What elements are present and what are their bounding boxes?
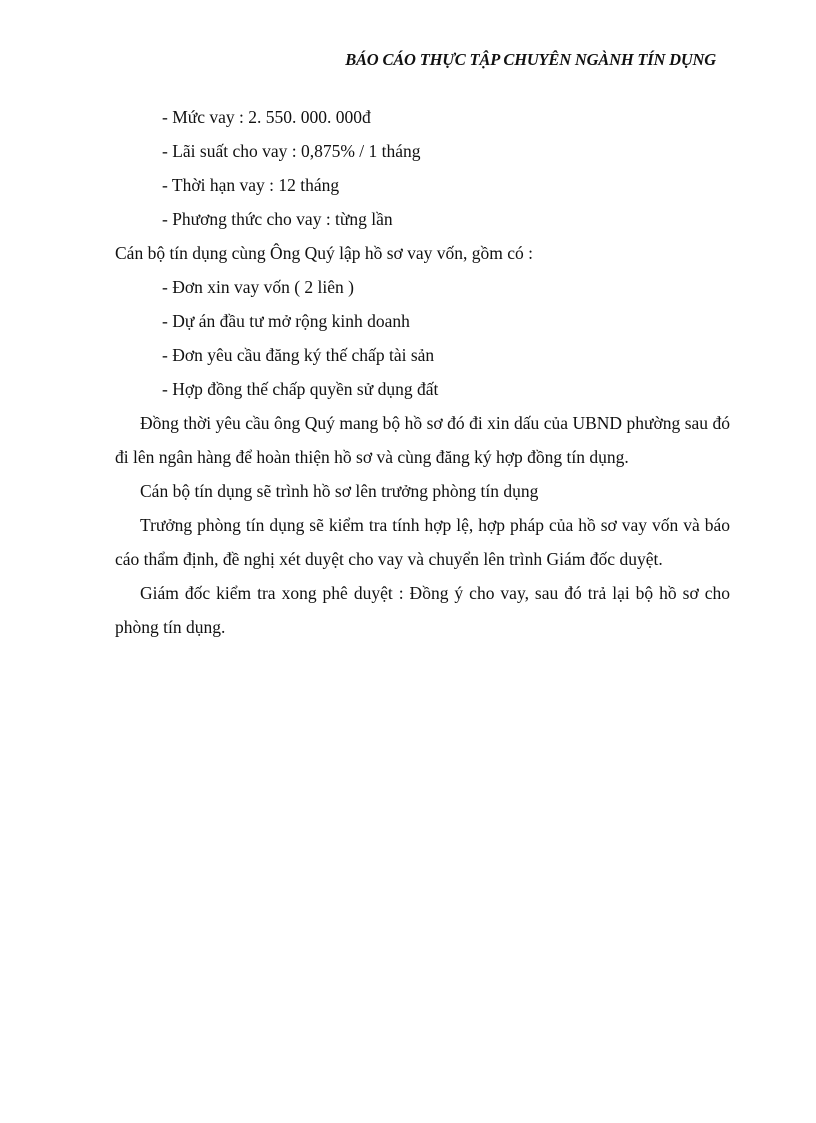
dossier-item-mortgage-registration: - Đơn yêu cầu đăng ký thế chấp tài sản <box>162 345 435 365</box>
loan-term-amount: - Mức vay : 2. 550. 000. 000đ <box>162 107 371 127</box>
dossier-item-investment-project: - Dự án đầu tư mở rộng kinh doanh <box>162 311 410 331</box>
dossier-intro: Cán bộ tín dụng cùng Ông Quý lập hồ sơ vay vốn, gồm có : <box>115 243 534 263</box>
paragraph-head-review: Trưởng phòng tín dụng sẽ kiểm tra tính hợp lệ, hợp pháp của hồ sơ vay vốn và báo cáo thẩm định, đề nghị xét duyệt cho vay và chuyển lên trình Giám đốc duyệt. <box>115 515 730 569</box>
dossier-item-loan-application: - Đơn xin vay vốn ( 2 liên ) <box>162 277 354 297</box>
document-body <box>115 100 730 644</box>
paragraph-submit-to-head: Cán bộ tín dụng sẽ trình hồ sơ lên trưởng phòng tín dụng <box>140 481 539 501</box>
dossier-item-land-mortgage-contract: - Hợp đồng thế chấp quyền sử dụng đất <box>162 379 439 399</box>
paragraph-director-approval: Giám đốc kiểm tra xong phê duyệt : Đồng ý cho vay, sau đó trả lại bộ hồ sơ cho phòng tín dụng. <box>115 583 730 637</box>
loan-term-duration: - Thời hạn vay : 12 tháng <box>162 175 340 195</box>
loan-term-method: - Phương thức cho vay : từng lần <box>162 209 393 229</box>
page-header-title: BÁO CÁO THỰC TẬP CHUYÊN NGÀNH TÍN DỤNG <box>345 50 716 69</box>
loan-term-interest-rate: - Lãi suất cho vay : 0,875% / 1 tháng <box>162 141 421 161</box>
paragraph-ubnd-stamp: Đồng thời yêu cầu ông Quý mang bộ hồ sơ đó đi xin dấu của UBND phường sau đó đi lên ngân hàng để hoàn thiện hồ sơ và cùng đăng ký hợp đồng tín dụng. <box>115 413 730 467</box>
